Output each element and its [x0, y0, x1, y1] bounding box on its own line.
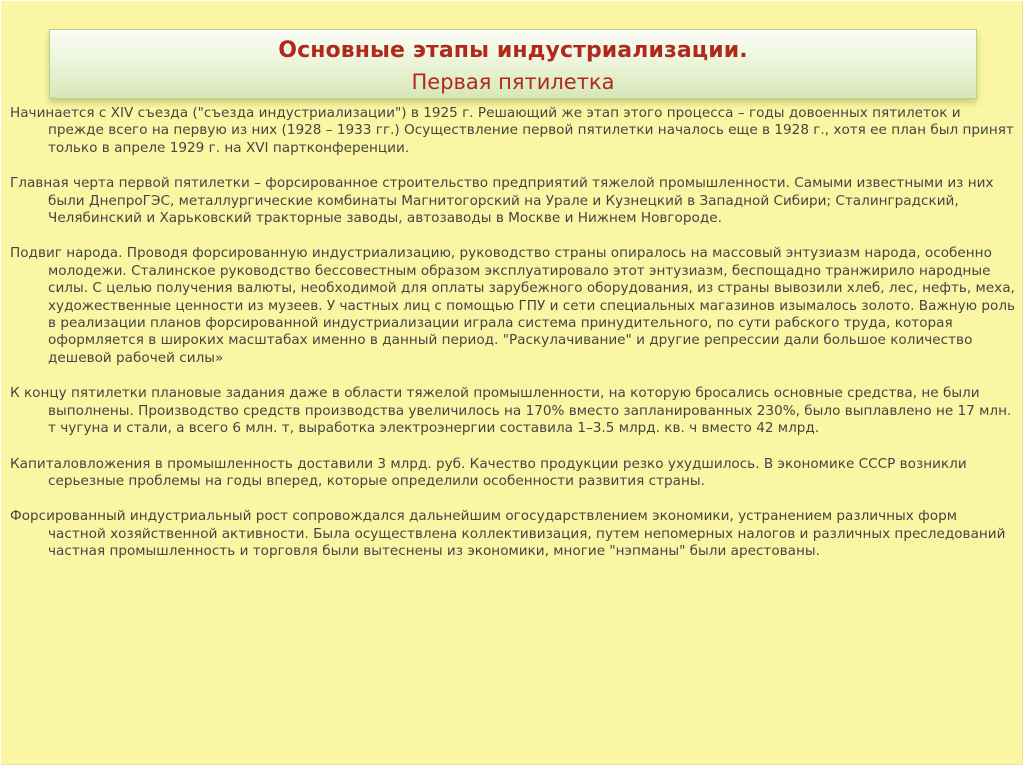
paragraph-plan-results: К концу пятилетки плановые задания даже в области тяжелой промышленности, на которую бросались основные средства, не были выполнены. Производство средств производства увеличилось на 170% вместо запланированных 230%, было выплавлено не 17 млн. т чугуна и стали, а всего 6 млн. т, выработка электроэнергии составила 1–3.5 млрд. кв. ч вместо 42 млрд.: [10, 385, 1012, 437]
paragraph-xiv-congress: Начинается с XIV съезда ("съезда индустриализации") в 1925 г. Решающий же этап этого процесса – годы довоенных пятилеток и прежде всего на первую из них (1928 – 1933 гг.) Осуществление первой пятилетки началось еще в 1928 г., хотя ее план был принят только в апреле 1929 г. на XVI партконференции.: [10, 105, 1014, 156]
slide-title: Основные этапы индустриализации.: [278, 38, 748, 63]
paragraph-investments: Капиталовложения в промышленность доставили 3 млрд. руб. Качество продукции резко ухудшилось. В экономике СССР возникли серьезные проблемы на годы вперед, которые определили особенности развития страны.: [10, 455, 967, 489]
paragraph-people-feat: Подвиг народа. Проводя форсированную индустриализацию, руководство страны опиралось на массовый энтузиазм народа, особенно молодежи. Сталинское руководство бессовестным образом эксплуатировало этот энтузиазм, беспощадно транжирило народные силы. С целью получения валюты, необходимой для оплаты зарубежного оборудования, из страны вывозили хлеб, лес, нефть, меха, художественные ценности из музеев. У частных лиц с помощью ГПУ и сети специальных магазинов изымалось золото. Важную роль в реализации планов форсированной индустриализации играла система принудительного, по сути рабского труда, которая оформляется в широких масштабах именно в данный период. "Раскулачивание" и другие репрессии дали большое количество дешевой рабочей силы»: [10, 245, 1016, 366]
slide-subtitle: Первая пятилетка: [411, 70, 615, 94]
paragraph-heavy-industry: Главная черта первой пятилетки – форсированное строительство предприятий тяжелой промышленности. Самыми известными из них были ДнепроГЭС, металлургические комбинаты Магнитогорский на Урале и Кузнецкий в Западной Сибири; Сталинградский, Челябинский и Харьковский тракторные заводы, автозаводы в Москве и Нижнем Новгороде.: [10, 175, 994, 227]
paragraph-nationalization: Форсированный индустриальный рост сопровождался дальнейшим огосударствлением экономики, устранением различных форм частной хозяйственной активности. Была осуществлена коллективизация, путем непомерных налогов и различных преследований частная промышленность и торговля были вытеснены из экономики, многие "нэпманы" были арестованы.: [10, 508, 1006, 560]
slide-body: [10, 105, 1016, 579]
title-box: [49, 29, 977, 99]
slide: [1, 1, 1023, 765]
